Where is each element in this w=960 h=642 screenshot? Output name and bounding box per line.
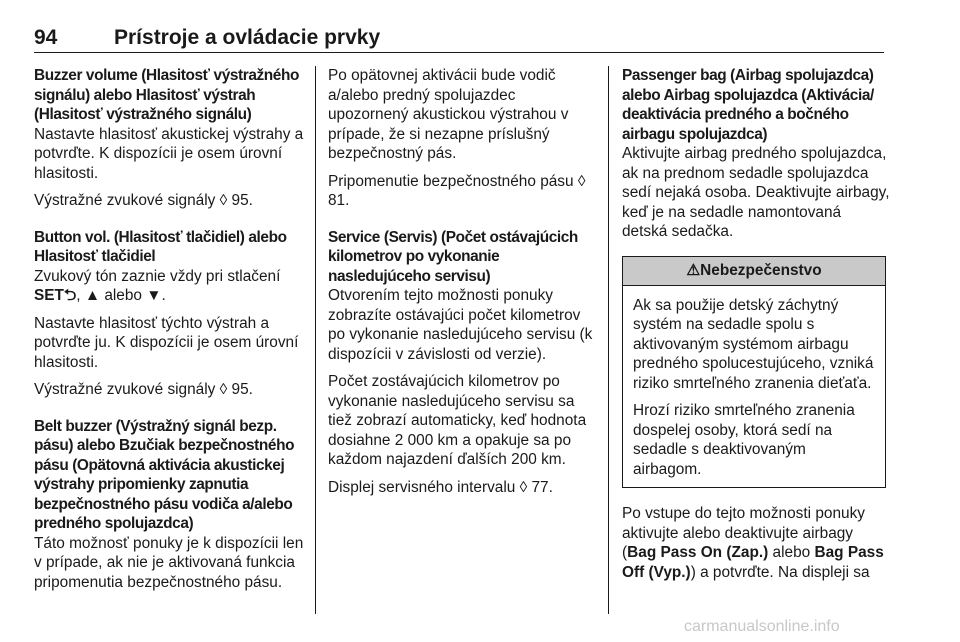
warning-title: ⚠Nebezpečenstvo [623, 257, 885, 286]
paragraph: Otvorením tejto možnosti ponuky zobrazíte ostávajúci počet kilometrov po vykonanie nasledujúceho servisu (k dispozícii v závislosti od verzie). [328, 287, 593, 363]
header-rule [34, 52, 884, 53]
paragraph: Zvukový tón zaznie vždy pri stlačení SET⮌, ▲ alebo ▼. [34, 267, 281, 304]
warning-body [623, 286, 885, 488]
cross-reference: Výstražné zvukové signály ◊ 95. [34, 192, 253, 209]
paragraph: Počet zostávajúcich kilometrov po vykonanie nasledujúceho servisu sa tiež zobrazí automaticky, keď hodnota dosiahne 2 000 km a opakuje sa po každom najazdení ďalších 200 km. [328, 373, 587, 468]
column-3 [622, 66, 890, 582]
paragraph: Táto možnosť ponuky je k dispozícii len v prípade, ak nie je aktivovaná funkcia pripomenutia bezpečnostného pásu. [34, 534, 304, 591]
warning-paragraph: Ak sa použije detský záchytný systém na sedadle spolu s aktivovaným systémom airbagu predného spolucestujúceho, vzniká riziko smrteľného zranenia dieťaťa. [633, 296, 874, 392]
watermark: carmanualsonline.info [684, 618, 840, 635]
column-divider-1 [315, 66, 316, 614]
section-title-service: Service (Servis) (Počet ostávajúcich kilometrov po vykonanie nasledujúceho servisu) [328, 228, 578, 285]
warning-paragraph: Hrozí riziko smrteľného zranenia dospelej osoby, ktorá sedí na sedadle s deaktivovaným airbagom. [633, 402, 855, 478]
paragraph: Aktivujte airbag predného spolujazdca, ak na prednom sedadle spolujazdca sedí nejaká osoba. Deaktivujte airbagy, keď je na sedadle namontovaná detská sedačka. [622, 145, 890, 240]
cross-reference: Pripomenutie bezpečnostného pásu ◊ 81. [328, 172, 586, 209]
column-1 [34, 66, 306, 592]
section-title-belt-buzzer: Belt buzzer (Výstražný signál bezp. pásu) alebo Bzučiak bezpečnostného pásu (Opätovná aktivácia akustickej výstrahy pripomienky zapnutia bezpečnostného pásu vodiča a/alebo predného spolujazdca) [34, 417, 295, 532]
page-header [34, 26, 926, 52]
section-title-button-volume: Button vol. (Hlasitosť tlačidiel) alebo Hlasitosť tlačidiel [34, 228, 287, 265]
column-divider-2 [608, 66, 609, 614]
page-title: Prístroje a ovládacie prvky [114, 26, 381, 49]
paragraph: Nastavte hlasitosť akustickej výstrahy a potvrďte. K dispozícii je osem úrovní hlasitosti. [34, 125, 304, 182]
column-2 [328, 66, 594, 497]
cross-reference: Výstražné zvukové signály ◊ 95. [34, 381, 253, 398]
page-number: 94 [34, 26, 58, 49]
option-bag-pass-on: Bag Pass On (Zap.) [627, 544, 769, 561]
option-bag-pass-off: Bag Pass Off (Vyp.) [622, 544, 884, 581]
section-title-passenger-bag: Passenger bag (Airbag spolujazdca) alebo Airbag spolujazdca (Aktivácia/ deaktivácia predného a bočného airbagu spolujazdca) [622, 67, 874, 143]
paragraph: Po opätovnej aktivácii bude vodič a/alebo predný spolujazdec upozornený akustickou výstrahou v prípade, že si nezapne príslušný bezpečnostný pás. [328, 67, 569, 162]
paragraph: Po vstupe do tejto možnosti ponuky aktivujte alebo deaktivujte airbagy (Bag Pass On (Zap.) alebo Bag Pass Off (Vyp.)) a potvrďte. Na displeji sa [622, 505, 884, 581]
set-key-label: SET⮌ [34, 287, 77, 304]
paragraph: Nastavte hlasitosť týchto výstrah a potvrďte ju. K dispozícii je osem úrovní hlasitosti. [34, 314, 299, 371]
section-title-buzzer-volume: Buzzer volume (Hlasitosť výstražného signálu) alebo Hlasitosť výstrah (Hlasitosť výstražného signálu) [34, 67, 299, 123]
cross-reference: Displej servisného intervalu ◊ 77. [328, 478, 553, 496]
warning-box [622, 256, 886, 489]
